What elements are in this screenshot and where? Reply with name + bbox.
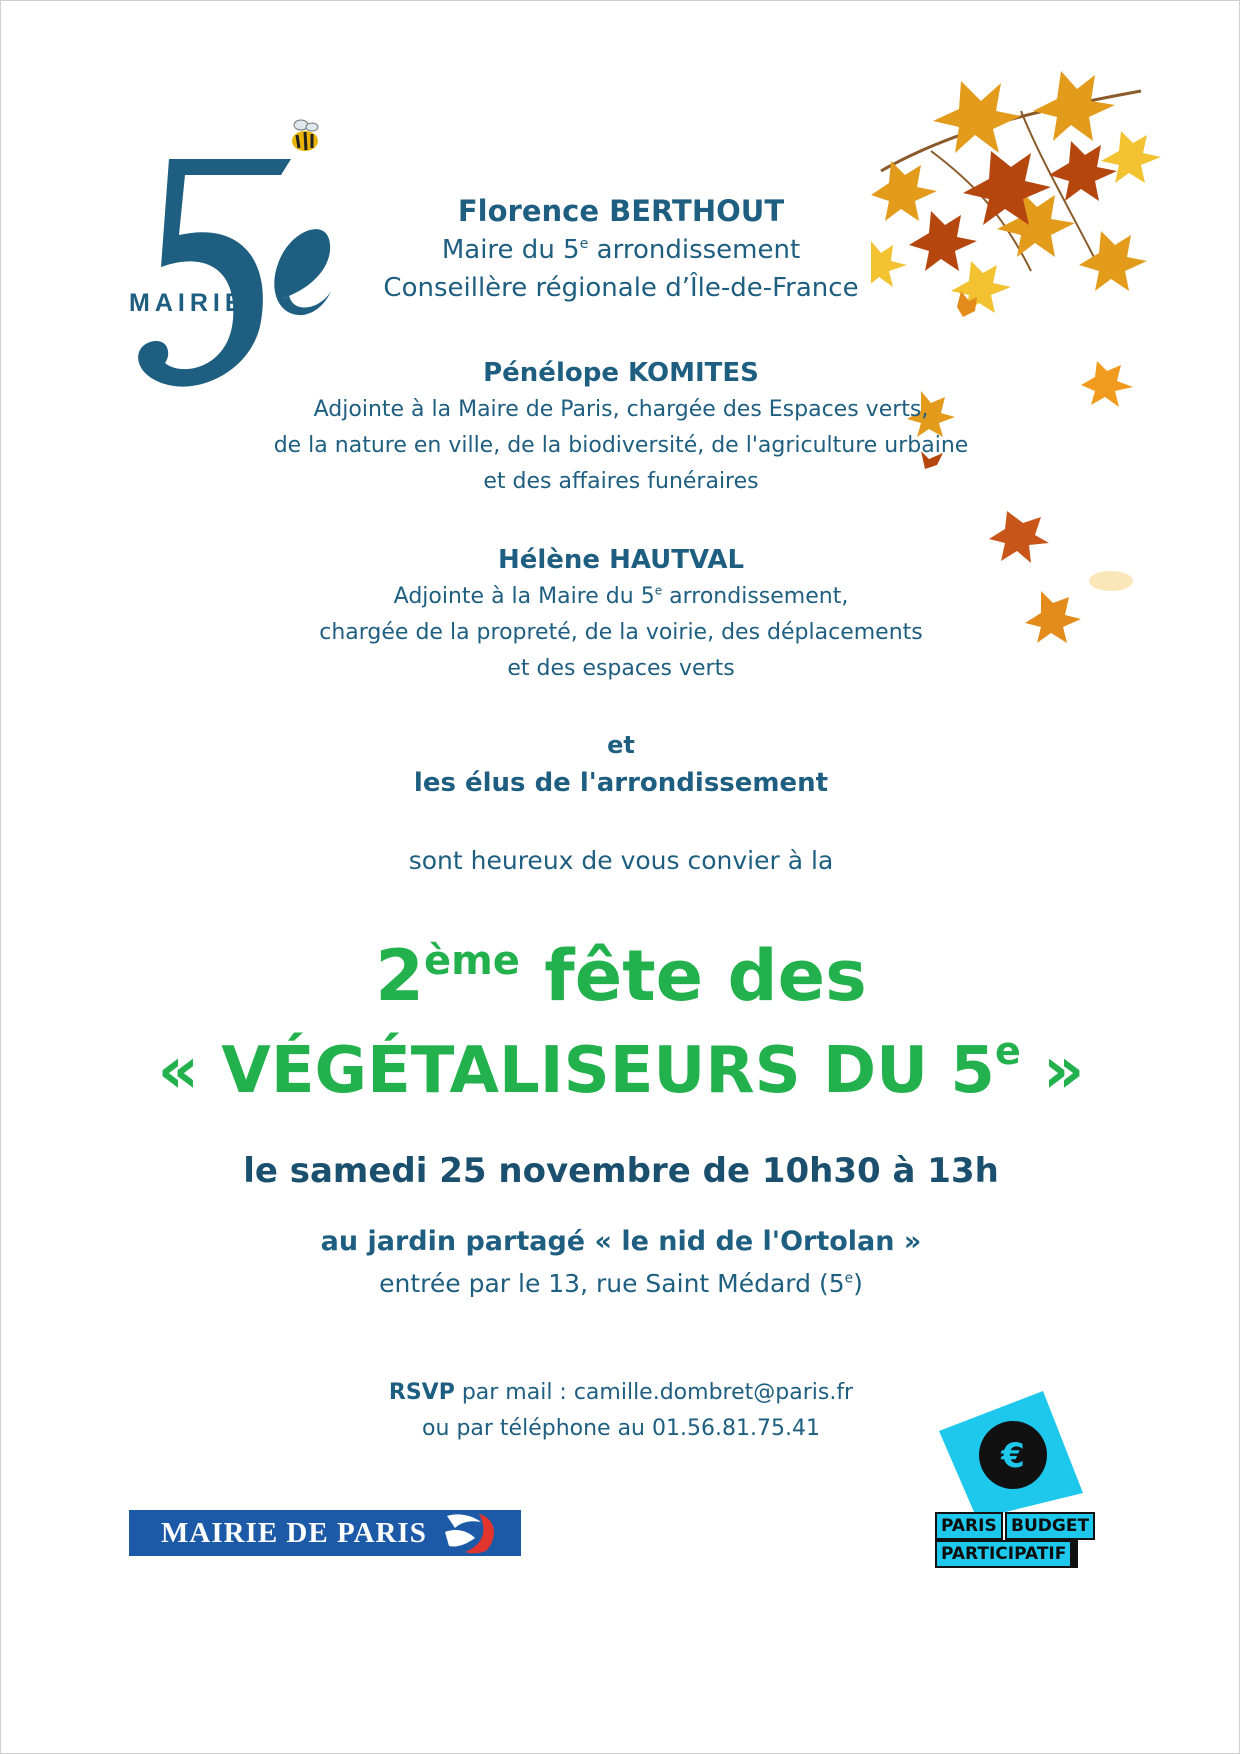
event-title-line2: « VÉGÉTALISEURS DU 5e » [157, 1029, 1085, 1108]
mairie-de-paris-label: MAIRIE DE PARIS [161, 1516, 427, 1549]
elected-officials: les élus de l'arrondissement [413, 768, 829, 798]
host-title-line: de la nature en ville, de la biodiversité, de l'agriculture urbaine [273, 433, 969, 458]
host-komites [161, 354, 1081, 500]
host-title-line: Adjointe à la Maire de Paris, chargée des Espaces verts, [313, 397, 929, 422]
host-hautval [161, 541, 1081, 687]
venue-address: entrée par le 13, rue Saint Médard (5e) [379, 1269, 863, 1298]
paris-budget-participatif-logo [931, 1391, 1111, 1571]
pb-paris-label: PARIS [935, 1512, 1003, 1540]
invitation-phrase: sont heureux de vous convier à la [408, 846, 834, 875]
mairie-logo-label: MAIRIE [129, 289, 247, 317]
rsvp-phone[interactable]: ou par téléphone au 01.56.81.75.41 [422, 1416, 820, 1441]
rsvp-mail[interactable]: par mail : camille.dombret@paris.fr [454, 1380, 854, 1405]
host-title-line: chargée de la propreté, de la voirie, des déplacements [319, 620, 923, 645]
host-name: Pénélope KOMITES [483, 358, 759, 388]
host-title-line: Adjointe à la Maire du 5e arrondissement, [393, 583, 849, 609]
host-name: Florence BERTHOUT [457, 194, 785, 228]
event-date: le samedi 25 novembre de 10h30 à 13h [243, 1151, 999, 1191]
euro-icon: € [1001, 1436, 1025, 1476]
pb-budget-label: BUDGET [1005, 1512, 1095, 1540]
venue-name: au jardin partagé « le nid de l'Ortolan » [320, 1226, 922, 1257]
bee-icon [292, 120, 318, 151]
host-title-line: Conseillère régionale d’Île-de-France [383, 273, 859, 303]
event-title-line1: 2ème fête des [375, 935, 867, 1017]
host-name: Hélène HAUTVAL [497, 545, 745, 575]
host-title-line: et des affaires funéraires [483, 469, 759, 494]
pb-participatif-label: PARTICIPATIF [935, 1540, 1078, 1568]
mairie-de-paris-logo [129, 1510, 521, 1556]
host-berthout [161, 191, 1081, 307]
host-title-line: et des espaces verts [507, 656, 735, 681]
rsvp-label: RSVP [388, 1380, 455, 1405]
venue-block [161, 1221, 1081, 1305]
paris-ship-icon [441, 1510, 501, 1556]
host-title-line: Maire du 5e arrondissement [441, 235, 801, 265]
and-elected-block [161, 726, 1081, 802]
and-word: et [607, 731, 635, 759]
